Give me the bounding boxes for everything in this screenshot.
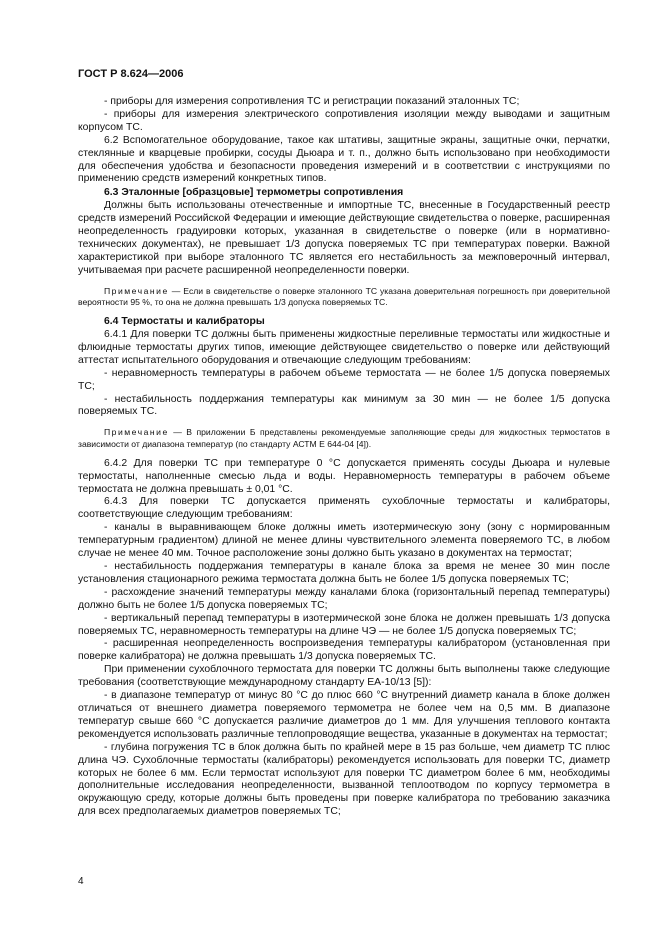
- paragraph: 6.4.2 Для поверки ТС при температуре 0 °С допускается применять сосуды Дьюара и нулевые термостаты, наполненные смесью льда и воды. Неравномерность температуры в рабочем объеме термостата не должна превышать ± 0,01 °С.: [78, 457, 610, 495]
- page-number: 4: [78, 876, 84, 887]
- paragraph: - в диапазоне температур от минус 80 °С до плюс 660 °С внутренний диаметр канала в блоке должен отличаться от внешнего диаметра поверяемого термометра не более чем на 0,5 мм. В диапазоне температур свыше 660 °С допускается различие диаметров до 1 мм. Для улучшения теплового контакта рекомендуется использовать различные теплопроводящие вещества, указанные в документах на термостат;: [78, 690, 610, 740]
- note: [78, 286, 610, 308]
- note-label: Примечание: [104, 427, 169, 438]
- note-label: Примечание: [104, 285, 169, 296]
- paragraph: 6.4.3 Для поверки ТС допускается применять сухоблочные термостаты и калибраторы, соответствующие следующим требованиям:: [78, 496, 610, 521]
- paragraph: - нестабильность поддержания температуры как минимум за 30 мин — не более 1/5 допуска поверяемых ТС.: [78, 393, 610, 418]
- paragraph: 6.2 Вспомогательное оборудование, такое как штативы, защитные экраны, защитные очки, перчатки, стеклянные и кварцевые пробирки, сосуды Дьюара и т. п., должно быть использовано при необходимости для обеспечения удобства и безопасности проведения измерений и в соответствии с инструкциями по применению средств измерений конкретных типов.: [78, 134, 610, 185]
- section-heading-6-4: 6.4 Термостаты и калибраторы: [104, 316, 265, 328]
- paragraph: - нестабильность поддержания температуры в канале блока за время не менее 30 мин после установления стационарного режима термостата должна быть не более 1/5 допуска поверяемых ТС;: [78, 561, 610, 585]
- paragraph: - приборы для измерения электрического сопротивления изоляции между выводами и защитным корпусом ТС.: [78, 108, 610, 133]
- document-header: ГОСТ Р 8.624—2006: [78, 68, 184, 80]
- paragraph: - глубина погружения ТС в блок должна быть по крайней мере в 15 раз больше, чем диаметр ТС плюс длина ЧЭ. Сухоблочные термостаты (калибраторы) рекомендуется использовать для поверки ТС, диаметр которых не более 6 мм. Если термостат используют для поверки ТС диаметром более 6 мм, необходимы дополнительные исследования неопределенности, вызванной теплоотводом по корпусу термометра в окружающую среду, которые должны быть проведены при поверке калибратора по требованию заказчика для всех предполагаемых диаметров поверяемых ТС;: [78, 741, 610, 818]
- paragraph: - расхождение значений температуры между каналами блока (горизонтальный перепад температуры) должно быть не более 1/5 допуска поверяемых ТС;: [78, 586, 610, 611]
- note-text: — Если в свидетельстве о поверке эталонного ТС указана доверительная погрешность при доверительной вероятности 95 %, то она не должна превышать 1/3 допуска поверяемых ТС.: [78, 285, 610, 307]
- paragraph: При применении сухоблочного термостата для поверки ТС должны быть выполнены также следующие требования (соответствующие международному стандарту ЕА-10/13 [5]):: [78, 664, 610, 689]
- paragraph: - расширенная неопределенность воспроизведения температуры калибратором (установленная при поверке калибратора) не должна превышать 1/3 допуска поверяемых ТС.: [78, 638, 610, 663]
- paragraph: - приборы для измерения сопротивления ТС и регистрации показаний эталонных ТС;: [104, 96, 520, 107]
- paragraph: Должны быть использованы отечественные и импортные ТС, внесенные в Государственный реестр средств измерений Российской Федерации и имеющие действующие свидетельства о поверке, расширенная неопределенность градуировки которых, указанная в свидетельстве о поверке (или в нормативно-технических документах), не превышает 1/3 допуска поверяемых ТС при температурах поверки. Важной характеристикой при выборе эталонного ТС является его нестабильность за межповерочный интервал, учитываемая при расчете расширенной неопределенности поверки.: [78, 200, 610, 276]
- paragraph: - неравномерность температуры в рабочем объеме термостата — не более 1/5 допуска поверяемых ТС;: [78, 367, 610, 392]
- paragraph: - каналы в выравнивающем блоке должны иметь изотермическую зону (зону с нормированным температурным градиентом) длиной не менее длины чувствительного элемента поверяемого ТС, в любом случае не менее 40 мм. Точное расположение зоны должно быть указано в документах на термостат;: [78, 522, 610, 560]
- section-heading-6-3: 6.3 Эталонные [образцовые] термометры сопротивления: [104, 187, 404, 199]
- note-text: — В приложении Б представлены рекомендуемые заполняющие среды для жидкостных термостатов в зависимости от диапазона температур (по стандарту АСТМ Е 644-04 [4]).: [78, 427, 610, 449]
- paragraph: 6.4.1 Для поверки ТС должны быть применены жидкостные переливные термостаты или жидкостные и флюидные термостаты других типов, имеющие действующее свидетельство о поверке или действующий аттестат испытательного оборудования и отвечающие следующим требованиям:: [78, 329, 610, 366]
- document-body: [78, 96, 610, 819]
- paragraph: - вертикальный перепад температуры в изотермической зоне блока не должен превышать 1/3 допуска поверяемых ТС, неравномерность температуры на длине ЧЭ — не более 1/5 допуска поверяемых ТС;: [78, 612, 610, 637]
- note: [78, 427, 610, 449]
